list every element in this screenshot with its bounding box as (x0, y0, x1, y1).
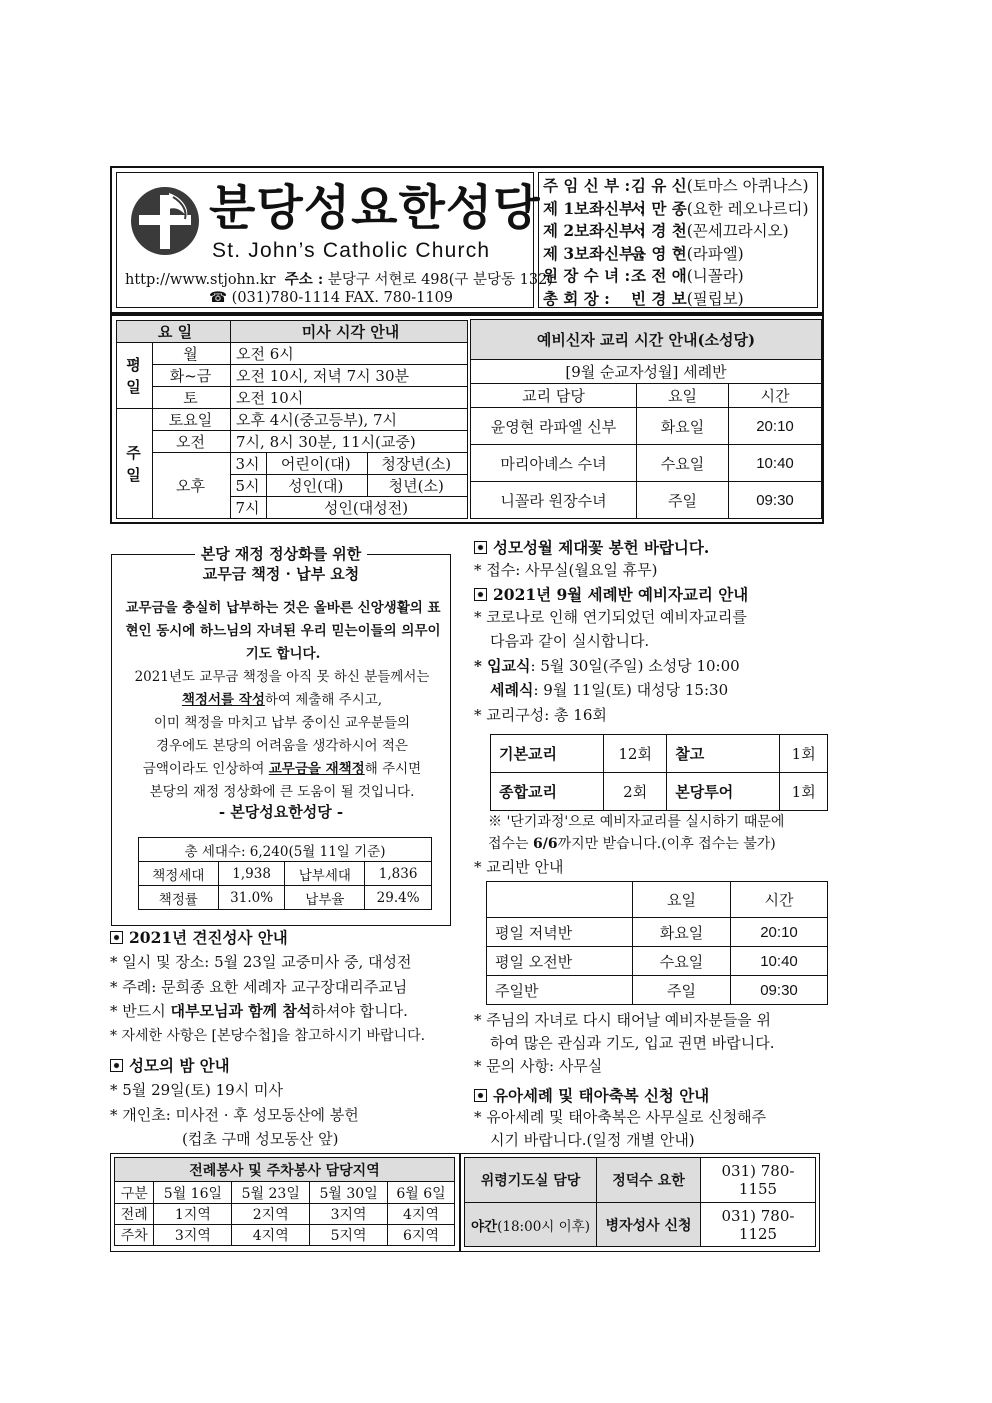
saturday-eve-label: 토요일 (153, 409, 231, 431)
finance-emphasis: 교무금을 재책정 (268, 761, 365, 777)
catechism-cell: 09:30 (729, 482, 822, 519)
stats-title: 총 세대수: 6,240(5월 11일 기준) (139, 838, 432, 862)
service-cell: 4지역 (388, 1204, 455, 1225)
clergy-name: 김 유 신 (631, 176, 687, 195)
marian-line: * 개인초: 미사전 · 후 성모동산에 봉헌 (110, 1105, 359, 1124)
pm-group: 성인(대) (267, 475, 368, 497)
service-cell: 2지역 (232, 1204, 310, 1225)
service-table (114, 1157, 455, 1246)
service-cell: 5지역 (310, 1225, 388, 1246)
infant-line: 시기 바랍니다.(일정 개별 안내) (490, 1131, 695, 1149)
phone-fax: ☎ (031)780-1114 FAX. 780-1109 (209, 290, 454, 306)
household-stats-table (138, 837, 432, 910)
class-cell: 10:40 (731, 947, 828, 976)
clergy-role: 제 3보좌신부 : (543, 243, 646, 263)
baptism-line: * 교리반 안내 (474, 858, 564, 876)
confirmation-text: * 반드시 (110, 1002, 171, 1020)
finance-text: 이미 책정을 마치고 납부 중이신 교우분들의 (153, 715, 411, 731)
finance-paragraph-1: 교무금을 충실히 납부하는 것은 올바른 신앙생활의 표현인 동시에 하느님의 자녀된 우리 믿는이들의 의무이기도 합니다. (125, 600, 441, 662)
church-logo-icon (129, 185, 201, 257)
curriculum-cell: 기본교리 (491, 735, 604, 773)
infant-title: 유아세례 및 태아축복 신청 안내 (493, 1086, 710, 1105)
stats-cell: 납부세대 (285, 862, 365, 886)
catechism-cell: 마리아녜스 수녀 (471, 445, 637, 482)
catechism-table (470, 319, 822, 519)
notice-icon (474, 588, 487, 601)
finance-text: 해 주시면 (364, 761, 422, 777)
clergy-name: 조 전 애 (631, 266, 687, 286)
finance-text: 2021년도 교무금 책정을 아직 못 하신 분들께서는 (134, 669, 430, 685)
pm-group: 청장년(소) (367, 453, 468, 475)
finance-text: 본당의 재정 정상화에 큰 도움이 될 것입니다. (149, 784, 415, 800)
service-header: 5월 23일 (232, 1182, 310, 1204)
service-cell: 3지역 (310, 1204, 388, 1225)
class-cell: 20:10 (731, 918, 828, 947)
finance-emphasis: 책정서를 작성 (181, 692, 265, 708)
finance-notice-box (111, 545, 451, 926)
confirmation-line: * 자세한 사항은 [본당수첩]을 참고하시기 바랍니다. (110, 1027, 426, 1044)
service-cell: 1지역 (154, 1204, 232, 1225)
service-box (110, 1153, 460, 1252)
pm-time: 7시 (231, 497, 267, 519)
finance-text: 경우에도 본당의 어려움을 생각하시어 적은 (156, 738, 408, 754)
schedule-section (110, 314, 824, 524)
curriculum-table (490, 734, 828, 811)
pm-time: 3시 (231, 453, 267, 475)
notice-icon (110, 931, 123, 944)
baptism-note: ※ '단기과정'으로 예비자교리를 실시하기 때문에 (488, 814, 785, 830)
service-cell: 3지역 (154, 1225, 232, 1246)
clergy-role: 제 1보좌신부 : (543, 198, 646, 218)
service-cell: 4지역 (232, 1225, 310, 1246)
curriculum-cell: 찰고 (667, 735, 780, 773)
class-cell: 평일 오전반 (487, 947, 633, 976)
service-cell: 6지역 (388, 1225, 455, 1246)
confirmation-text: 하셔야 합니다. (311, 1002, 408, 1020)
tue-fri-time: 오전 10시, 저녁 7시 30분 (231, 365, 468, 387)
marian-line: * 5월 29일(토) 19시 미사 (110, 1081, 283, 1099)
catechism-cell: 수요일 (637, 445, 729, 482)
baptism-emphasis: 세례식 (490, 681, 534, 699)
service-title: 전례봉사 및 주차봉사 담당지역 (115, 1158, 455, 1182)
curriculum-cell: 2회 (604, 773, 667, 811)
baptism-line: * 코로나로 인해 연기되었던 예비자교리를 (474, 607, 747, 626)
baptism-notes (474, 811, 830, 880)
baptism-title: 2021년 9월 세례반 예비자교리 안내 (493, 584, 749, 604)
finance-text: 금액이라도 인상하여 (142, 761, 269, 777)
clergy-row (543, 198, 813, 221)
saturday-eve-time: 오후 4시(중고등부), 7시 (231, 409, 468, 431)
class-cell: 수요일 (633, 947, 731, 976)
class-schedule-table (486, 881, 828, 1005)
class-cell: 평일 저녁반 (487, 918, 633, 947)
catechism-cell: 10:40 (729, 445, 822, 482)
baptism-line: 다음과 같이 실시합니다. (490, 632, 650, 650)
monday-label: 월 (153, 343, 231, 365)
class-cell: 09:30 (731, 976, 828, 1005)
service-header: 5월 30일 (310, 1182, 388, 1204)
finance-title-1: 본당 재정 정상화를 위한 (195, 545, 368, 563)
clergy-row (543, 220, 813, 243)
catechism-title: 예비신자 교리 시간 안내(소성당) (471, 320, 822, 360)
service-header: 구분 (115, 1182, 154, 1204)
clergy-saint: (요한 레오나르디) (686, 199, 809, 218)
saturday-time: 오전 10시 (231, 387, 468, 409)
stats-cell: 29.4% (365, 886, 432, 910)
clergy-row (543, 243, 813, 266)
stats-cell: 책정세대 (139, 862, 219, 886)
stats-cell: 1,836 (365, 862, 432, 886)
notice-icon (110, 1059, 123, 1072)
clergy-list (538, 172, 818, 308)
pm-group: 청년(소) (367, 475, 468, 497)
church-name-english: St. John’s Catholic Church (212, 239, 491, 262)
infant-line: * 유아세례 및 태아축복은 사무실로 신청해주 (474, 1108, 767, 1126)
confirmation-emphasis: 대부모님과 함께 참석 (170, 1002, 312, 1020)
service-header: 6월 6일 (388, 1182, 455, 1204)
baptism-line: * 주님의 자녀로 다시 태어날 예비자분들을 위 (474, 1011, 771, 1029)
service-header: 5월 16일 (154, 1182, 232, 1204)
baptism-note-emphasis: 6/6 (533, 836, 558, 852)
catechism-cell: 화요일 (637, 408, 729, 445)
clergy-row (543, 265, 813, 288)
pm-time: 5시 (231, 475, 267, 497)
clergy-saint: (토마스 아퀴나스) (686, 177, 809, 195)
finance-signature: - 본당성요한성당 - (218, 803, 344, 821)
catechism-header: 요일 (637, 384, 729, 408)
contact-label: (18:00시 이후) (497, 1218, 590, 1235)
stats-cell: 납부율 (285, 886, 365, 910)
finance-paragraph-2 (118, 666, 446, 804)
clergy-role: 총 회 장 : (543, 288, 610, 308)
sunday-am-label: 오전 (153, 431, 231, 453)
contact-phone: 031) 780-1125 (701, 1203, 816, 1247)
stats-cell: 31.0% (218, 886, 285, 910)
flower-line: * 접수: 사무실(월요일 휴무) (474, 561, 658, 579)
catechism-subtitle: [9월 순교자성월] 세례반 (471, 360, 822, 384)
contact-label: 야간 (471, 1218, 498, 1235)
catechism-header: 교리 담당 (471, 384, 637, 408)
baptism-emphasis: * 입교식 (474, 656, 531, 675)
contact-phone: 031) 780-1155 (701, 1158, 816, 1203)
notice-icon (474, 541, 487, 554)
baptism-note: 접수는 (488, 836, 534, 852)
curriculum-cell: 12회 (604, 735, 667, 773)
bulletin-header (110, 166, 824, 314)
service-cell: 주차 (115, 1225, 154, 1246)
confirmation-title: 2021년 견진성사 안내 (129, 928, 288, 947)
finance-text: 하여 제출해 주시고, (264, 692, 383, 708)
mass-times-table (116, 320, 468, 519)
address: 분당구 서현로 498(구 분당동 132) (327, 272, 553, 288)
baptism-text: : 5월 30일(주일) 소성당 10:00 (530, 656, 740, 675)
contact-name: 정덕수 요한 (597, 1158, 701, 1203)
contact-label: 위령기도실 담당 (465, 1158, 597, 1203)
curriculum-cell: 종합교리 (491, 773, 604, 811)
class-header (487, 882, 633, 918)
contact-table (464, 1157, 816, 1247)
baptism-line: 하여 많은 관심과 기도, 입교 권면 바랍니다. (490, 1034, 775, 1052)
baptism-line: * 문의 사항: 사무실 (474, 1057, 603, 1075)
church-info-box (116, 172, 553, 308)
sunday-pm-label: 오후 (153, 453, 231, 519)
weekday-label: 평 일 (117, 343, 153, 409)
clergy-saint: (라파엘) (686, 244, 744, 263)
clergy-saint: (꼰세끄라시오) (686, 222, 789, 241)
day-header: 요 일 (117, 321, 231, 343)
saturday-label: 토 (153, 387, 231, 409)
clergy-name: 서 경 천 (631, 221, 687, 241)
service-cell: 전례 (115, 1204, 154, 1225)
curriculum-cell: 1회 (780, 735, 828, 773)
marian-title: 성모의 밤 안내 (129, 1056, 230, 1075)
curriculum-cell: 본당투어 (667, 773, 780, 811)
pm-group: 성인(대성전) (267, 497, 468, 519)
catechism-cell: 20:10 (729, 408, 822, 445)
notice-icon (474, 1089, 487, 1102)
church-name-korean: 분당성요한성당 (209, 182, 541, 235)
clergy-name: 윤 영 현 (631, 243, 687, 263)
class-header: 시간 (731, 882, 828, 918)
clergy-row (543, 175, 813, 198)
sunday-label: 주 일 (117, 409, 153, 519)
baptism-text: : 9월 11일(토) 대성당 15:30 (533, 681, 729, 699)
clergy-name: 서 만 종 (631, 198, 687, 218)
confirmation-line: * 일시 및 장소: 5월 23일 교중미사 중, 대성전 (110, 953, 412, 971)
class-header: 요일 (633, 882, 731, 918)
curriculum-cell: 1회 (780, 773, 828, 811)
contact-name: 병자성사 신청 (597, 1203, 701, 1247)
confirmation-section (110, 926, 460, 1048)
address-label: 주소 : (284, 271, 324, 288)
catechism-header: 시간 (729, 384, 822, 408)
stats-cell: 1,938 (218, 862, 285, 886)
class-cell: 주일 (633, 976, 731, 1005)
clergy-role: 주 임 신 부 : (543, 176, 631, 195)
confirmation-line: * 주례: 문희종 요한 세례자 교구장대리주교님 (110, 977, 408, 996)
baptism-closing (474, 1009, 830, 1152)
clergy-name: 빈 경 보 (631, 288, 687, 308)
class-cell: 주일반 (487, 976, 633, 1005)
clergy-role: 원 장 수 녀 : (543, 266, 631, 286)
monday-time: 오전 6시 (231, 343, 468, 365)
clergy-saint: (필립보) (686, 289, 744, 308)
catechism-cell: 니꼴라 원장수녀 (471, 482, 637, 519)
flower-title: 성모성월 제대꽃 봉헌 바랍니다. (493, 538, 710, 557)
mass-time-header: 미사 시각 안내 (231, 321, 468, 343)
right-column (474, 536, 830, 727)
clergy-row (543, 288, 813, 311)
sunday-am-time: 7시, 8시 30분, 11시(교중) (231, 431, 468, 453)
class-cell: 화요일 (633, 918, 731, 947)
contact-box (460, 1153, 820, 1252)
baptism-note: 까지만 받습니다.(이후 접수는 불가) (557, 836, 776, 852)
catechism-cell: 주일 (637, 482, 729, 519)
tue-fri-label: 화~금 (153, 365, 231, 387)
marian-line: (컵초 구매 성모동산 앞) (182, 1130, 339, 1148)
website-link[interactable]: http://www.stjohn.kr (125, 272, 276, 288)
clergy-role: 제 2보좌신부 : (543, 221, 646, 241)
stats-cell: 책정률 (139, 886, 219, 910)
baptism-line: * 교리구성: 총 16회 (474, 705, 607, 724)
clergy-saint: (니꼴라) (686, 267, 744, 286)
marian-night-section (110, 1054, 460, 1152)
pm-group: 어린이(대) (267, 453, 368, 475)
finance-title-2: 교무금 책정 · 납부 요청 (202, 565, 360, 583)
catechism-cell: 윤영현 라파엘 신부 (471, 408, 637, 445)
